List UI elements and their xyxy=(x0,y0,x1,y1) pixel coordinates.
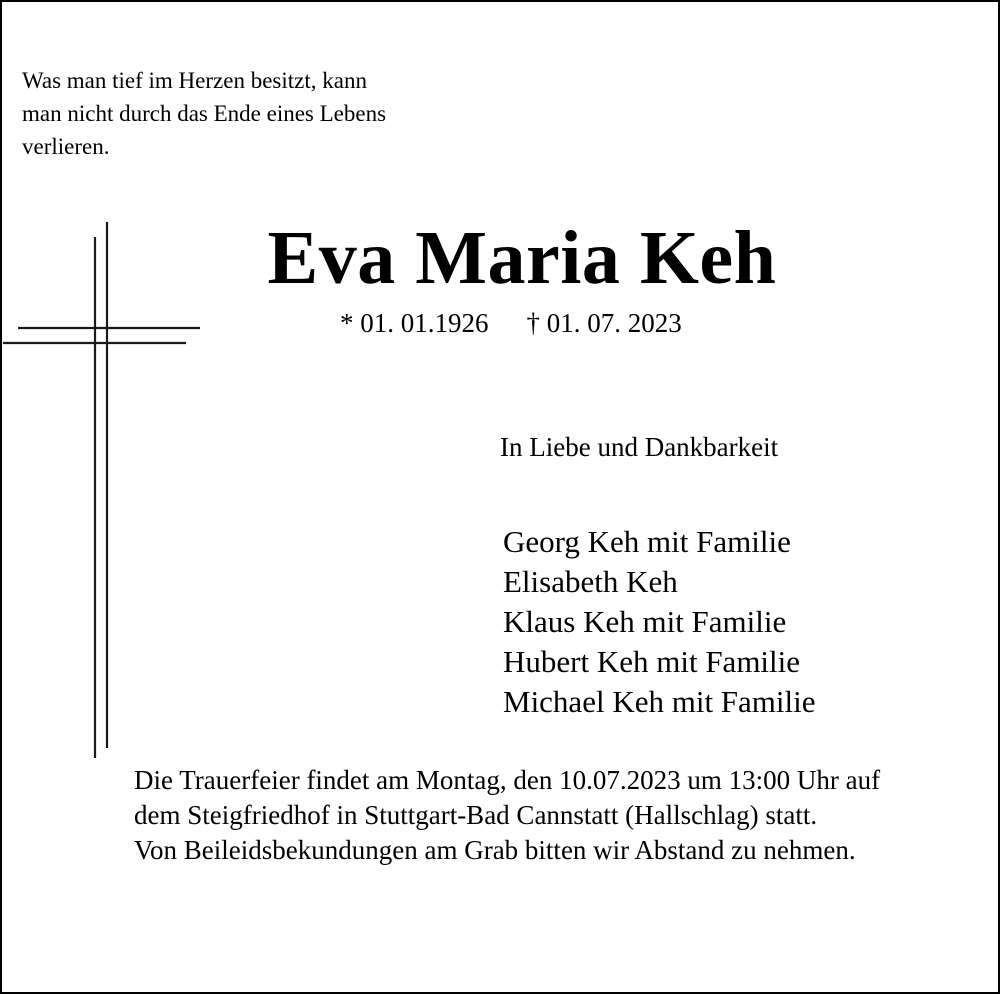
notice-line: dem Steigfriedhof in Stuttgart-Bad Cannstatt (Hallschlag) statt. xyxy=(134,800,818,830)
deceased-name: Eva Maria Keh xyxy=(267,216,777,300)
mourner-list xyxy=(503,522,816,722)
cross-icon xyxy=(0,0,210,780)
quote-line: Was man tief im Herzen besitzt, kann xyxy=(22,68,367,93)
closing-phrase: In Liebe und Dankbarkeit xyxy=(500,432,779,462)
death-date: † 01. 07. 2023 xyxy=(526,308,682,338)
notice-line: Von Beileidsbekundungen am Grab bitten wir Abstand zu nehmen. xyxy=(134,835,856,865)
mourner-item: Georg Keh mit Familie xyxy=(503,524,791,559)
quote-line: man nicht durch das Ende eines Lebens xyxy=(22,101,387,126)
mourner-item: Michael Keh mit Familie xyxy=(503,684,816,719)
mourner-item: Hubert Keh mit Familie xyxy=(503,644,801,679)
funeral-notice xyxy=(134,763,880,868)
mourner-item: Klaus Keh mit Familie xyxy=(503,604,787,639)
birth-date: * 01. 01.1926 xyxy=(340,308,489,338)
life-dates xyxy=(340,306,682,340)
quote-line: verlieren. xyxy=(22,134,110,159)
mourner-item: Elisabeth Keh xyxy=(503,564,678,599)
notice-line: Die Trauerfeier findet am Montag, den 10.07.2023 um 13:00 Uhr auf xyxy=(134,765,881,795)
